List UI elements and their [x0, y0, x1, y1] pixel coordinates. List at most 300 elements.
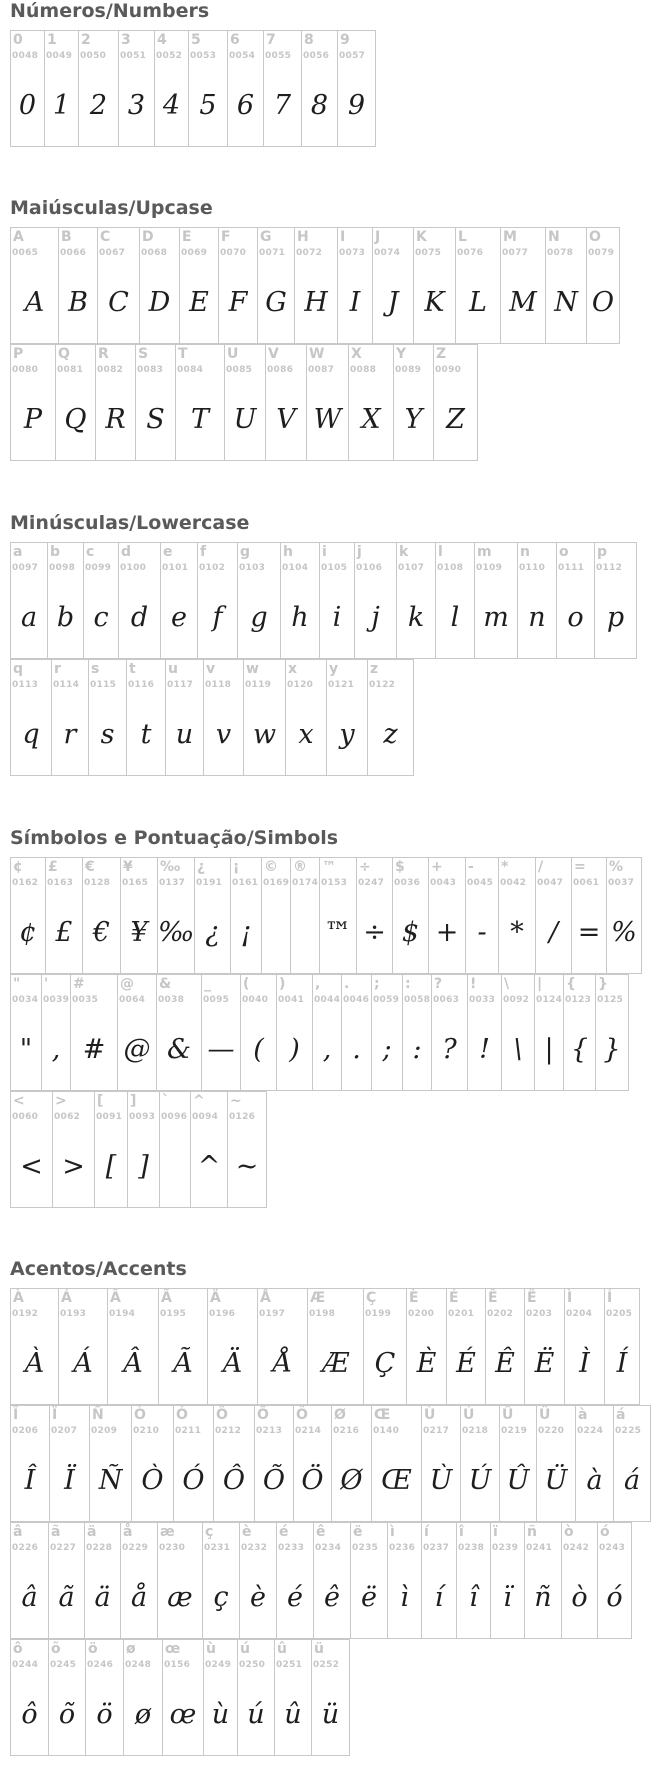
glyph-cell	[293, 1405, 332, 1522]
glyph-sample: ë	[361, 1582, 377, 1613]
glyph-code: 0044	[314, 995, 341, 1005]
glyph-code: 0219	[501, 1426, 528, 1436]
glyph-code: 0072	[296, 248, 323, 258]
glyph-cell	[10, 344, 56, 461]
glyph-label: (	[243, 976, 250, 992]
glyph-code: 0199	[365, 1309, 392, 1319]
glyph-label: ã	[51, 1524, 61, 1540]
glyph-sample: ú	[247, 1699, 265, 1730]
glyph-code: 0126	[229, 1112, 256, 1122]
glyph-cell	[159, 1091, 191, 1208]
glyph-label: .	[344, 976, 350, 992]
glyph-sample: æ	[167, 1582, 193, 1613]
glyph-cell	[354, 542, 397, 659]
glyph-sample: E	[189, 287, 209, 318]
glyph-sample: ñ	[534, 1582, 552, 1613]
glyph-code: 0128	[84, 878, 111, 888]
glyph-sample: J	[387, 287, 399, 318]
glyph-label: #	[73, 976, 85, 992]
glyph-label: È	[409, 1290, 419, 1306]
glyph-label: Ê	[488, 1290, 498, 1306]
glyph-sample: Ñ	[98, 1465, 123, 1496]
glyph-sample: ò	[571, 1582, 588, 1613]
glyph-cell	[237, 1639, 275, 1756]
glyph-code: 0071	[259, 248, 286, 258]
glyph-code: 0235	[352, 1543, 379, 1553]
glyph-code: 0097	[12, 563, 39, 573]
glyph-label: z	[370, 661, 379, 677]
glyph-label: Ø	[334, 1407, 346, 1423]
glyph-cell	[371, 1405, 422, 1522]
glyph-sample: Œ	[381, 1465, 412, 1496]
glyph-sample: 8	[310, 90, 329, 121]
glyph-cell	[82, 857, 121, 974]
glyph-cell	[224, 344, 266, 461]
glyph-cell	[203, 659, 244, 776]
glyph-sample: Ç	[374, 1348, 396, 1379]
glyph-sample: Ä	[222, 1348, 243, 1379]
glyph-sample: G	[265, 287, 287, 318]
glyph-label: *	[501, 859, 509, 875]
glyph-code: 0117	[167, 680, 194, 690]
glyph-label: [	[97, 1093, 104, 1109]
glyph-cell	[240, 974, 277, 1091]
glyph-label: ©	[264, 859, 278, 875]
glyph-sample: %	[611, 917, 637, 948]
glyph-cell	[261, 857, 291, 974]
glyph-sample: ã	[58, 1582, 75, 1613]
glyph-label: r	[54, 661, 61, 677]
glyph-cell	[10, 1405, 50, 1522]
glyph-label: ,	[315, 976, 321, 992]
glyph-sample: û	[284, 1699, 302, 1730]
glyph-cell	[139, 227, 180, 344]
glyph-code: 0042	[500, 878, 527, 888]
glyph-cell	[387, 1522, 422, 1639]
glyph-label: A	[13, 229, 24, 245]
glyph-sample: <	[20, 1151, 43, 1182]
glyph-sample: B	[68, 287, 88, 318]
glyph-cell	[118, 542, 161, 659]
glyph-sample: ,	[51, 1034, 61, 1065]
glyph-code: 0233	[278, 1543, 305, 1553]
glyph-code: 0228	[86, 1543, 113, 1553]
glyph-sample: ‰	[158, 917, 195, 948]
glyph-sample: s	[100, 719, 115, 750]
glyph-label: 8	[304, 32, 314, 48]
glyph-label: V	[268, 346, 279, 362]
glyph-label: Œ	[374, 1407, 391, 1423]
glyph-code: 0195	[160, 1309, 187, 1319]
glyph-sample: 5	[199, 90, 217, 121]
glyph-cell	[117, 974, 157, 1091]
glyph-cell	[556, 542, 595, 659]
glyph-label: ä	[87, 1524, 97, 1540]
glyph-code: 0101	[162, 563, 189, 573]
glyph-cell	[571, 857, 607, 974]
glyph-row	[10, 30, 660, 147]
glyph-sample: ¿	[205, 917, 220, 948]
glyph-sample: ™	[324, 917, 352, 948]
glyph-code: 0041	[278, 995, 305, 1005]
glyph-cell	[595, 974, 629, 1091]
glyph-sample: K	[424, 287, 445, 318]
glyph-cell	[10, 1639, 49, 1756]
glyph-sample: ô	[21, 1699, 38, 1730]
glyph-sample: 1	[52, 90, 71, 121]
glyph-sample: Æ	[321, 1348, 350, 1379]
glyph-sample: C	[108, 287, 129, 318]
glyph-sample: >	[62, 1151, 85, 1182]
glyph-sample: l	[450, 602, 460, 633]
glyph-label: Í	[607, 1290, 613, 1306]
glyph-code: 0085	[226, 365, 253, 375]
glyph-label: 5	[191, 32, 201, 48]
glyph-cell	[197, 542, 238, 659]
glyph-sample: ù	[211, 1699, 230, 1730]
glyph-code: 0217	[423, 1426, 450, 1436]
glyph-label: ¿	[197, 859, 206, 875]
glyph-sample: Y	[404, 404, 423, 435]
glyph-label: Ö	[296, 1407, 308, 1423]
glyph-code: 0037	[608, 878, 635, 888]
glyph-row	[10, 1522, 660, 1639]
glyph-label: J	[375, 229, 381, 245]
glyph-cell	[107, 1288, 159, 1405]
glyph-row	[10, 1288, 660, 1405]
glyph-cell	[545, 227, 587, 344]
glyph-code: 0079	[588, 248, 615, 258]
glyph-label: }	[598, 976, 608, 992]
glyph-cell	[10, 1288, 59, 1405]
glyph-cell	[135, 344, 176, 461]
glyph-code: 0236	[389, 1543, 416, 1553]
glyph-cell	[230, 857, 262, 974]
glyph-sample: Á	[73, 1348, 93, 1379]
glyph-sample: È	[416, 1348, 437, 1379]
glyph-cell	[594, 542, 637, 659]
section-accents	[10, 1258, 660, 1756]
glyph-cell	[606, 857, 642, 974]
glyph-label: a	[13, 544, 23, 560]
glyph-label: Ï	[52, 1407, 58, 1423]
glyph-sample: ê	[324, 1582, 340, 1613]
glyph-code: 0249	[205, 1660, 232, 1670]
glyph-sample: Q	[64, 404, 87, 435]
glyph-label: `	[162, 1093, 169, 1109]
glyph-code: 0209	[91, 1426, 118, 1436]
glyph-code: 0058	[404, 995, 431, 1005]
glyph-cell	[45, 857, 83, 974]
glyph-code: 0206	[12, 1426, 39, 1436]
glyph-cell	[501, 974, 535, 1091]
glyph-sample: h	[291, 602, 309, 633]
glyph-cell	[237, 542, 281, 659]
glyph-label: Æ	[310, 1290, 326, 1306]
glyph-sample: 9	[347, 90, 366, 121]
glyph-code: 0083	[137, 365, 164, 375]
glyph-cell	[239, 1522, 277, 1639]
glyph-code: 0251	[276, 1660, 303, 1670]
glyph-sample: r	[63, 719, 77, 750]
glyph-code: 0034	[12, 995, 39, 1005]
glyph-code: 0038	[158, 995, 185, 1005]
glyph-sample: F	[228, 287, 248, 318]
glyph-code: 0124	[536, 995, 563, 1005]
glyph-code: 0092	[503, 995, 530, 1005]
glyph-sample: g	[250, 602, 268, 633]
glyph-label: î	[459, 1524, 464, 1540]
glyph-code: 0243	[599, 1543, 626, 1553]
glyph-sample: U	[233, 404, 257, 435]
glyph-label: ®	[293, 859, 307, 875]
glyph-sample: -	[477, 917, 487, 948]
glyph-cell	[490, 1522, 525, 1639]
glyph-cell	[47, 542, 84, 659]
glyph-sample: 7	[273, 90, 292, 121]
glyph-code: 0062	[54, 1112, 81, 1122]
glyph-cell	[120, 1522, 158, 1639]
glyph-code: 0056	[303, 51, 330, 61]
glyph-sample: A	[24, 287, 45, 318]
glyph-label: ò	[564, 1524, 574, 1540]
glyph-code: 0109	[476, 563, 503, 573]
glyph-cell	[485, 1288, 525, 1405]
glyph-label: ú	[240, 1641, 250, 1657]
glyph-sample: î	[469, 1582, 478, 1613]
glyph-sample: $	[401, 917, 420, 948]
glyph-label: 6	[230, 32, 240, 48]
glyph-sample: ì	[400, 1582, 409, 1613]
glyph-cell	[10, 659, 52, 776]
glyph-sample: }	[603, 1034, 621, 1065]
glyph-cell	[396, 542, 436, 659]
glyph-cell	[356, 857, 393, 974]
glyph-cell	[58, 227, 98, 344]
glyph-sample: ]	[138, 1151, 149, 1182]
glyph-code: 0111	[558, 563, 585, 573]
glyph-code: 0114	[53, 680, 80, 690]
glyph-code: 0039	[43, 995, 70, 1005]
glyph-sample: V	[276, 404, 296, 435]
glyph-sample: 6	[236, 90, 255, 121]
glyph-cell	[433, 344, 478, 461]
glyph-cell	[78, 30, 119, 147]
glyph-code: 0192	[12, 1309, 39, 1319]
glyph-code: 0123	[565, 995, 592, 1005]
glyph-label: Ì	[567, 1290, 573, 1306]
glyph-label: U	[227, 346, 239, 362]
glyph-code: 0211	[175, 1426, 202, 1436]
glyph-cell	[207, 1288, 258, 1405]
glyph-cell	[431, 974, 468, 1091]
glyph-label: E	[182, 229, 192, 245]
glyph-cell	[393, 344, 434, 461]
glyph-code: 0095	[203, 995, 230, 1005]
glyph-label: Ë	[527, 1290, 537, 1306]
glyph-sample: ç	[213, 1582, 229, 1613]
glyph-cell	[70, 974, 118, 1091]
glyph-sample: Ï	[64, 1465, 75, 1496]
glyph-sample: X	[361, 404, 381, 435]
glyph-cell	[367, 659, 414, 776]
glyph-sample: D	[148, 287, 171, 318]
glyph-row	[10, 542, 660, 659]
glyph-cell	[97, 227, 140, 344]
glyph-row	[10, 1639, 660, 1756]
glyph-sample: e	[171, 602, 187, 633]
glyph-label: Ã	[161, 1290, 172, 1306]
glyph-code: 0207	[51, 1426, 78, 1436]
glyph-code: 0113	[12, 680, 39, 690]
glyph-sample: À	[24, 1348, 45, 1379]
glyph-label: Å	[260, 1290, 271, 1306]
glyph-sample: y	[339, 719, 355, 750]
glyph-sample: W	[313, 404, 342, 435]
glyph-code: 0224	[577, 1426, 604, 1436]
glyph-label: Ò	[134, 1407, 146, 1423]
glyph-label: ê	[316, 1524, 326, 1540]
glyph-cell	[406, 1288, 447, 1405]
glyph-code: 0060	[12, 1112, 39, 1122]
glyph-sample: k	[407, 602, 425, 633]
glyph-cell	[227, 30, 264, 147]
glyph-label: Î	[13, 1407, 19, 1423]
glyph-sample: M	[509, 287, 537, 318]
glyph-label: l	[438, 544, 443, 560]
glyph-cell	[313, 1522, 351, 1639]
glyph-label: |	[537, 976, 543, 992]
glyph-sample: ¡	[240, 917, 252, 948]
glyph-sample	[291, 908, 319, 958]
glyph-sample: q	[22, 719, 40, 750]
glyph-sample: Í	[616, 1348, 628, 1379]
glyph-code: 0086	[267, 365, 294, 375]
glyph-label: à	[578, 1407, 588, 1423]
glyph-label: 9	[340, 32, 350, 48]
section-title: Símbolos e Pontuação/Simbols	[10, 827, 339, 849]
glyph-code: 0048	[12, 51, 39, 61]
glyph-sample: P	[23, 404, 43, 435]
glyph-code: 0246	[87, 1660, 114, 1670]
glyph-sample: â	[21, 1582, 38, 1613]
glyph-code: 0106	[356, 563, 383, 573]
glyph-label: ì	[390, 1524, 395, 1540]
glyph-code: 0225	[615, 1426, 642, 1436]
glyph-cell	[350, 1522, 388, 1639]
glyph-label: í	[424, 1524, 429, 1540]
glyph-sample: v	[215, 719, 232, 750]
glyph-label: å	[123, 1524, 133, 1540]
glyph-code: 0050	[80, 51, 107, 61]
glyph-sample: 3	[127, 90, 146, 121]
glyph-sample: 4	[162, 90, 181, 121]
glyph-code: 0103	[239, 563, 266, 573]
glyph-label: â	[13, 1524, 23, 1540]
glyph-sample: t	[140, 719, 152, 750]
glyph-sample: "	[19, 1034, 33, 1065]
glyph-cell	[392, 857, 429, 974]
glyph-sample: Î	[24, 1465, 36, 1496]
glyph-code: 0162	[12, 878, 39, 888]
glyph-cell	[435, 542, 475, 659]
glyph-label: ü	[314, 1641, 324, 1657]
glyph-cell	[10, 974, 42, 1091]
glyph-cell	[371, 974, 403, 1091]
glyph-code: 0051	[120, 51, 147, 61]
glyph-sample: ¥	[130, 917, 148, 948]
glyph-sample: [	[105, 1151, 117, 1182]
glyph-row	[10, 344, 660, 461]
glyph-cell	[48, 1639, 86, 1756]
glyph-sample: Ù	[429, 1465, 453, 1496]
glyph-cell	[156, 974, 202, 1091]
glyph-code: 0203	[526, 1309, 553, 1319]
glyph-code: 0077	[502, 248, 529, 258]
glyph-code: 0068	[141, 248, 168, 258]
glyph-code: 0156	[164, 1660, 191, 1670]
glyph-label: v	[206, 661, 216, 677]
glyph-code: 0059	[373, 995, 400, 1005]
glyph-label: )	[279, 976, 286, 992]
glyph-sample: ^	[197, 1151, 221, 1182]
glyph-label: ñ	[527, 1524, 537, 1540]
glyph-sample: Ú	[468, 1465, 492, 1496]
glyph-cell	[127, 1091, 160, 1208]
glyph-sample: ä	[94, 1582, 111, 1613]
glyph-sample: ;	[382, 1034, 392, 1065]
glyph-code: 0043	[430, 878, 457, 888]
glyph-label: b	[50, 544, 61, 560]
glyph-sample: Ò	[141, 1465, 164, 1496]
glyph-code: 0198	[309, 1309, 336, 1319]
glyph-cell	[173, 1405, 214, 1522]
glyph-cell	[319, 857, 357, 974]
glyph-row	[10, 857, 660, 974]
glyph-row	[10, 227, 660, 344]
glyph-label: i	[322, 544, 327, 560]
glyph-code: 0098	[49, 563, 76, 573]
glyph-label: 3	[121, 32, 131, 48]
glyph-cell	[372, 227, 414, 344]
glyph-label: ¥	[123, 859, 133, 875]
glyph-label: u	[168, 661, 178, 677]
glyph-cell	[48, 1522, 85, 1639]
glyph-cell	[337, 227, 373, 344]
glyph-sample: &	[166, 1034, 192, 1065]
glyph-cell	[165, 659, 204, 776]
glyph-label: F	[221, 229, 231, 245]
glyph-cell	[402, 974, 432, 1091]
glyph-code: 0046	[343, 995, 370, 1005]
glyph-cell	[10, 857, 46, 974]
glyph-cell	[500, 227, 546, 344]
glyph-code: 0247	[358, 878, 385, 888]
glyph-code: 0047	[537, 878, 564, 888]
glyph-cell	[290, 857, 320, 974]
glyph-sample: O	[591, 287, 615, 318]
glyph-label: Ó	[176, 1407, 188, 1423]
glyph-label: õ	[51, 1641, 61, 1657]
glyph-code: 0078	[547, 248, 574, 258]
glyph-label: ù	[206, 1641, 216, 1657]
glyph-label: Ä	[210, 1290, 221, 1306]
glyph-label: ?	[434, 976, 443, 992]
glyph-label: Y	[396, 346, 407, 362]
glyph-cell	[213, 1405, 255, 1522]
glyph-code: 0197	[259, 1309, 286, 1319]
glyph-row	[10, 659, 660, 776]
